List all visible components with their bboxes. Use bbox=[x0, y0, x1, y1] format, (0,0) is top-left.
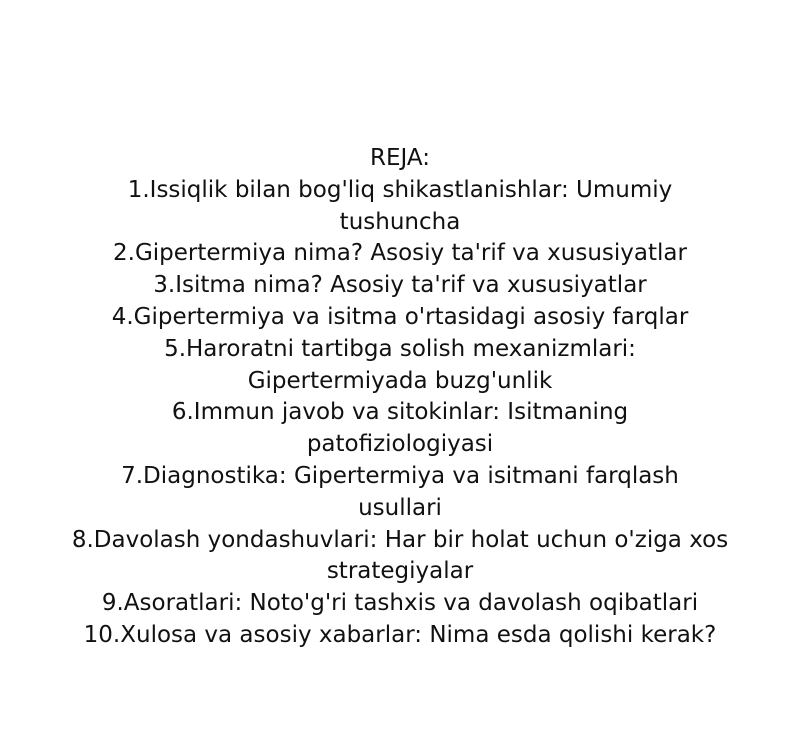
plan-item-9: 9.Asoratlari: Noto'g'ri tashxis va davolash oqibatlari bbox=[101, 590, 699, 617]
plan-document bbox=[40, 143, 760, 652]
plan-item-6: 6.Immun javob va sitokinlar: Isitmaning patofiziologiyasi bbox=[171, 399, 629, 458]
plan-title: REJA: bbox=[370, 145, 430, 171]
plan-item-8: 8.Davolash yondashuvlari: Har bir holat uchun o'ziga xos strategiyalar bbox=[71, 526, 729, 585]
plan-item-10: 10.Xulosa va asosiy xabarlar: Nima esda qolishi kerak? bbox=[83, 621, 717, 648]
plan-list bbox=[40, 175, 760, 652]
plan-item-3: 3.Isitma nima? Asosiy ta'rif va xususiyatlar bbox=[153, 272, 647, 299]
plan-item-7: 7.Diagnostika: Gipertermiya va isitmani farqlash usullari bbox=[121, 462, 679, 521]
plan-item-4: 4.Gipertermiya va isitma o'rtasidagi asosiy farqlar bbox=[111, 303, 689, 330]
plan-item-5: 5.Haroratni tartibga solish mexanizmlari: Gipertermiyada buzg'unlik bbox=[164, 335, 636, 394]
plan-item-2: 2.Gipertermiya nima? Asosiy ta'rif va xususiyatlar bbox=[113, 240, 687, 267]
plan-item-1: 1.Issiqlik bilan bog'liq shikastlanishlar: Umumiy tushuncha bbox=[127, 176, 673, 235]
